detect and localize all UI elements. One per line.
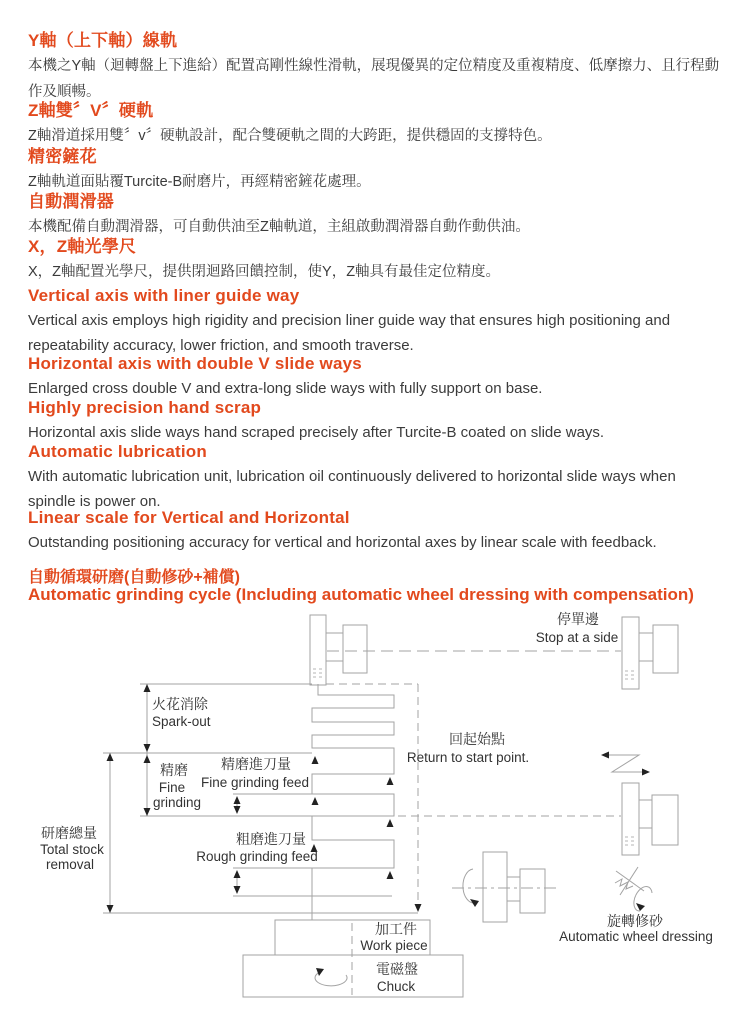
section-body: Z軸滑道採用雙〞v〞硬軌設計，配合雙硬軌之間的大跨距，提供穩固的支撐特色。 — [28, 128, 552, 144]
section-zh-y-axis — [28, 31, 722, 105]
section-en-lubrication — [28, 442, 722, 514]
label-workpiece-en: Work piece — [360, 938, 428, 953]
section-heading: 精密鏟花 — [28, 147, 97, 166]
cycle-title-en: Automatic grinding cycle (Including automatic wheel dressing with compensation) — [28, 585, 694, 604]
label-rough-feed-zh: 粗磨進刀量 — [236, 831, 306, 847]
section-zh-hand-scrap — [28, 147, 722, 195]
label-chuck-zh: 電磁盤 — [376, 961, 418, 977]
return-path-dashed-line — [326, 651, 621, 909]
label-spark-out-en: Spark-out — [152, 714, 211, 729]
label-return-en: Return to start point. — [406, 750, 530, 765]
label-fine-feed-zh: 精磨進刀量 — [221, 756, 291, 772]
grinding-cycle-diagram — [0, 605, 737, 1005]
label-fine-feed-en: Fine grinding feed — [200, 775, 310, 790]
section-body: X，Z軸配置光學尺，提供閉迴路回饋控制，使Y，Z軸具有最佳定位精度。 — [28, 264, 501, 280]
section-heading: Y軸（上下軸）線軌 — [28, 31, 178, 50]
label-return-zh: 回起始點 — [449, 731, 505, 747]
section-body: 本機之Y軸（迴轉盤上下進給）配置高剛性線性滑軌，展現優異的定位精度及重複精度、低摩擦力、且行程動作及順暢。 — [28, 58, 720, 100]
label-chuck-en: Chuck — [376, 979, 416, 994]
section-heading: X，Z軸光學尺 — [28, 237, 137, 256]
label-total-stock-en-1: Total stock — [40, 842, 104, 857]
label-dressing-en: Automatic wheel dressing — [559, 929, 713, 944]
section-body: With automatic lubrication unit, lubrication oil continuously delivered to horizontal slide ways when spindle is power on. — [28, 468, 676, 510]
section-body: Vertical axis employs high rigidity and precision liner guide way that ensures high positioning and repeatability accuracy, lower friction, and smooth traverse. — [28, 312, 671, 354]
section-zh-z-axis — [28, 101, 722, 149]
section-heading: 自動潤滑器 — [28, 192, 114, 211]
label-spark-out-zh: 火花消除 — [152, 696, 208, 712]
cycle-title-zh: 自動循環研磨(自動修砂+補償) — [28, 569, 241, 586]
section-heading: Automatic lubrication — [28, 442, 207, 461]
label-total-stock-en-2: removal — [45, 857, 95, 872]
section-en-hand-scrap — [28, 398, 722, 445]
grinding-wheel-icon — [622, 617, 678, 689]
section-body: 本機配備自動潤滑器，可自動供油至Z軸軌道，主組啟動潤滑器自動作動供油。 — [28, 219, 530, 235]
label-fine-zh: 精磨 — [160, 762, 188, 778]
section-body: Enlarged cross double V and extra-long slide ways with fully support on base. — [28, 380, 543, 397]
section-body: Horizontal axis slide ways hand scraped precisely after Turcite-B coated on slide ways. — [28, 424, 605, 441]
label-fine-en-2: grinding — [152, 795, 202, 810]
label-stop-at-side-zh: 停單邊 — [557, 611, 599, 627]
section-body: Z軸軌道面貼覆Turcite-B耐磨片，再經精密鏟花處理。 — [28, 174, 371, 190]
wheel-dresser-icon — [615, 867, 652, 911]
section-zh-linear-scale — [28, 237, 722, 285]
rotation-arrow-icon — [463, 869, 475, 903]
label-fine-en-1: Fine — [158, 780, 186, 795]
workpiece-chuck — [243, 920, 463, 997]
label-total-stock-zh: 研磨總量 — [41, 825, 97, 841]
grinding-wheel-icon — [310, 615, 367, 685]
section-heading: Vertical axis with liner guide way — [28, 286, 300, 305]
label-rough-feed-en: Rough grinding feed — [196, 849, 318, 864]
section-en-linear-scale — [28, 508, 722, 555]
section-heading: Highly precision hand scrap — [28, 398, 262, 417]
dimension-lines — [103, 684, 418, 913]
section-heading: Horizontal axis with double V slide ways — [28, 354, 362, 373]
grinding-wheel-icon — [622, 783, 678, 855]
traverse-zigzag-icon — [608, 755, 643, 772]
label-stop-at-side-en: Stop at a side — [535, 630, 619, 645]
section-en-horizontal-axis — [28, 354, 722, 401]
section-heading: Linear scale for Vertical and Horizontal — [28, 508, 350, 527]
grinding-wheel-icon — [452, 852, 558, 922]
label-workpiece-zh: 加工件 — [375, 921, 417, 937]
section-zh-lubrication — [28, 192, 722, 240]
label-dressing-zh: 旋轉修砂 — [607, 913, 663, 929]
section-en-vertical-axis — [28, 286, 722, 358]
section-heading: Z軸雙〞V〞硬軌 — [28, 101, 154, 120]
section-body: Outstanding positioning accuracy for vertical and horizontal axes by linear scale with feedback. — [28, 534, 657, 551]
